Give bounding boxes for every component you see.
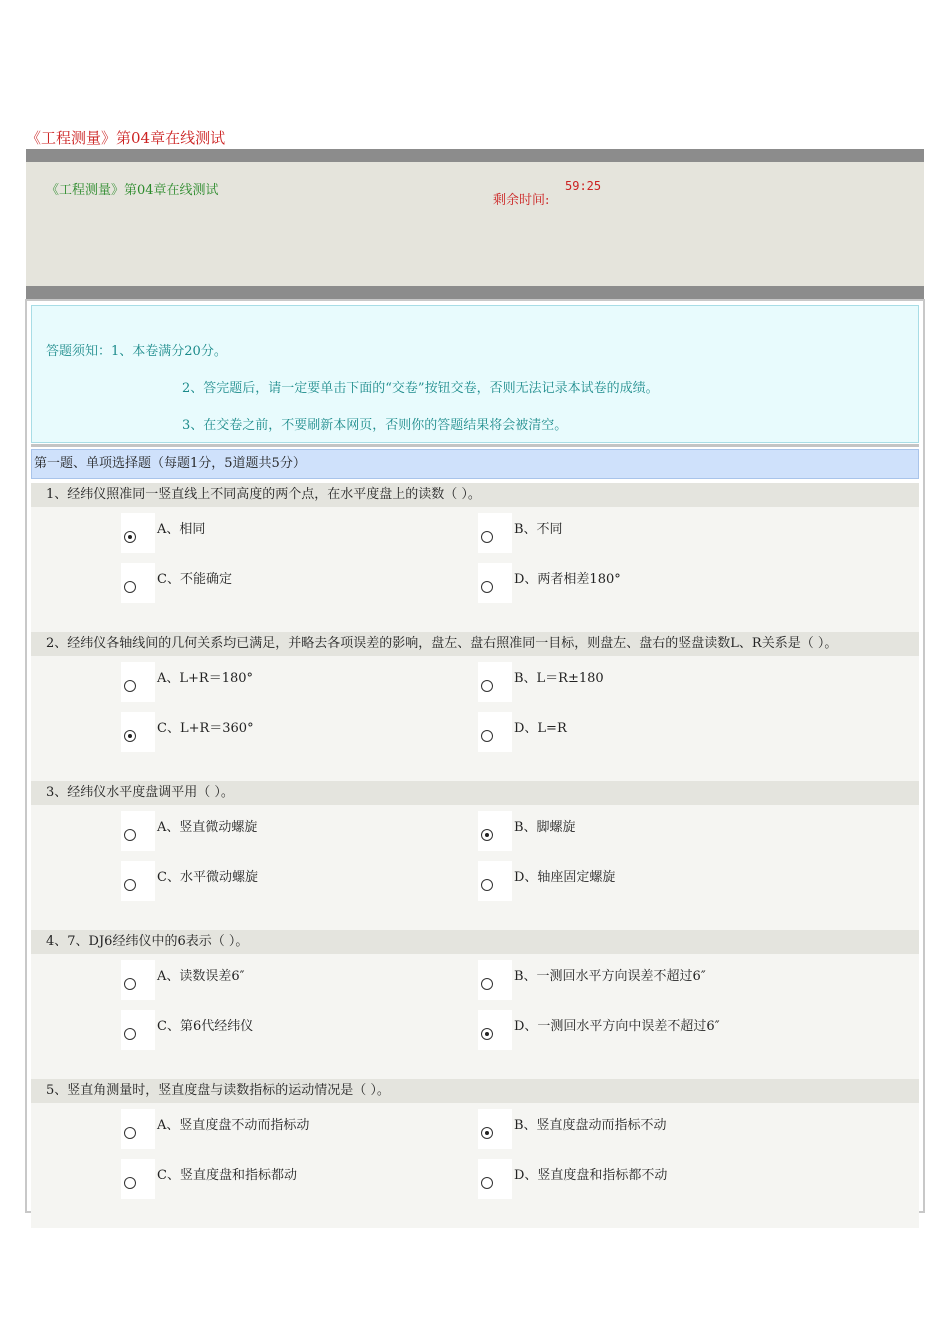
option-label: B、竖直度盘动而指标不动 — [514, 1118, 667, 1133]
radio-button[interactable] — [124, 531, 136, 543]
radio-cell — [121, 861, 155, 901]
radio-cell — [478, 1109, 512, 1149]
instructions-box — [31, 305, 919, 443]
radio-cell — [121, 712, 155, 752]
header-top-bar — [26, 149, 924, 162]
question-text: 2、经纬仪各轴线间的几何关系均已满足，并略去各项误差的影响，盘左、盘右照准同一目标，则盘左、盘右的竖盘读数L、R关系是（ ）。 — [31, 632, 919, 656]
option-label: C、水平微动螺旋 — [157, 870, 258, 885]
radio-button[interactable] — [481, 829, 493, 841]
radio-cell — [478, 960, 512, 1000]
header-band — [26, 149, 924, 299]
radio-button[interactable] — [481, 531, 493, 543]
question-text: 1、经纬仪照准同一竖直线上不同高度的两个点，在水平度盘上的读数（ ）。 — [31, 483, 919, 507]
radio-button[interactable] — [124, 581, 136, 593]
radio-button[interactable] — [124, 1028, 136, 1040]
option-label: C、L+R＝360° — [157, 721, 254, 736]
option-label: A、相同 — [157, 522, 206, 537]
question-item — [31, 781, 919, 930]
radio-button[interactable] — [481, 879, 493, 891]
radio-button[interactable] — [481, 1127, 493, 1139]
radio-cell — [478, 811, 512, 851]
option-label: B、L＝R±180 — [514, 671, 604, 686]
radio-cell — [121, 811, 155, 851]
radio-button[interactable] — [124, 978, 136, 990]
radio-button[interactable] — [481, 1028, 493, 1040]
radio-cell — [478, 712, 512, 752]
radio-button[interactable] — [481, 730, 493, 742]
radio-cell — [121, 1109, 155, 1149]
question-item — [31, 483, 919, 632]
radio-button[interactable] — [124, 879, 136, 891]
radio-button[interactable] — [481, 581, 493, 593]
option-label: D、一测回水平方向中误差不超过6″ — [514, 1019, 720, 1034]
option-label: B、不同 — [514, 522, 563, 537]
instruction-2: 2、答完题后，请一定要单击下面的“交卷”按钮交卷，否则无法记录本试卷的成绩。 — [182, 381, 659, 396]
question-text: 3、经纬仪水平度盘调平用（ ）。 — [31, 781, 919, 805]
question-text: 5、竖直角测量时，竖直度盘与读数指标的运动情况是（ ）。 — [31, 1079, 919, 1103]
radio-button[interactable] — [124, 829, 136, 841]
option-label: A、L+R＝180° — [157, 671, 254, 686]
option-label: D、L=R — [514, 721, 567, 736]
section-title: 第一题、单项选择题（每题1分，5道题共5分） — [31, 449, 919, 479]
radio-button[interactable] — [481, 978, 493, 990]
option-label: D、两者相差180° — [514, 572, 621, 587]
radio-cell — [478, 513, 512, 553]
option-label: C、不能确定 — [157, 572, 232, 587]
header-bottom-bar — [26, 286, 924, 299]
option-label: A、竖直微动螺旋 — [157, 820, 258, 835]
radio-cell — [121, 1159, 155, 1199]
radio-cell — [478, 1010, 512, 1050]
page-title: 《工程测量》第04章在线测试 — [26, 129, 226, 147]
option-label: A、读数误差6″ — [157, 969, 245, 984]
instruction-1: 答题须知：1、本卷满分20分。 — [46, 344, 227, 359]
option-label: B、一测回水平方向误差不超过6″ — [514, 969, 706, 984]
option-label: B、脚螺旋 — [514, 820, 576, 835]
option-label: C、竖直度盘和指标都动 — [157, 1168, 297, 1183]
question-text: 4、7、DJ6经纬仪中的6表示（ ）。 — [31, 930, 919, 954]
radio-cell — [121, 513, 155, 553]
question-item — [31, 632, 919, 781]
question-item — [31, 1079, 919, 1228]
radio-cell — [121, 662, 155, 702]
radio-cell — [478, 563, 512, 603]
radio-cell — [478, 1159, 512, 1199]
radio-cell — [121, 563, 155, 603]
option-label: A、竖直度盘不动而指标动 — [157, 1118, 310, 1133]
radio-cell — [478, 861, 512, 901]
radio-cell — [478, 662, 512, 702]
radio-button[interactable] — [481, 680, 493, 692]
radio-button[interactable] — [124, 730, 136, 742]
divider — [31, 444, 919, 447]
radio-button[interactable] — [124, 680, 136, 692]
radio-button[interactable] — [124, 1177, 136, 1189]
option-label: C、第6代经纬仪 — [157, 1019, 254, 1034]
radio-button[interactable] — [124, 1127, 136, 1139]
option-label: D、竖直度盘和指标都不动 — [514, 1168, 668, 1183]
option-label: D、轴座固定螺旋 — [514, 870, 616, 885]
timer-value: 59:25 — [565, 179, 602, 193]
exam-subtitle: 《工程测量》第04章在线测试 — [46, 183, 219, 198]
question-item — [31, 930, 919, 1079]
radio-cell — [121, 960, 155, 1000]
timer-label: 剩余时间: — [493, 193, 550, 208]
exam-frame — [25, 299, 925, 1213]
radio-button[interactable] — [481, 1177, 493, 1189]
instruction-3: 3、在交卷之前，不要刷新本网页，否则你的答题结果将会被清空。 — [182, 418, 568, 433]
radio-cell — [121, 1010, 155, 1050]
